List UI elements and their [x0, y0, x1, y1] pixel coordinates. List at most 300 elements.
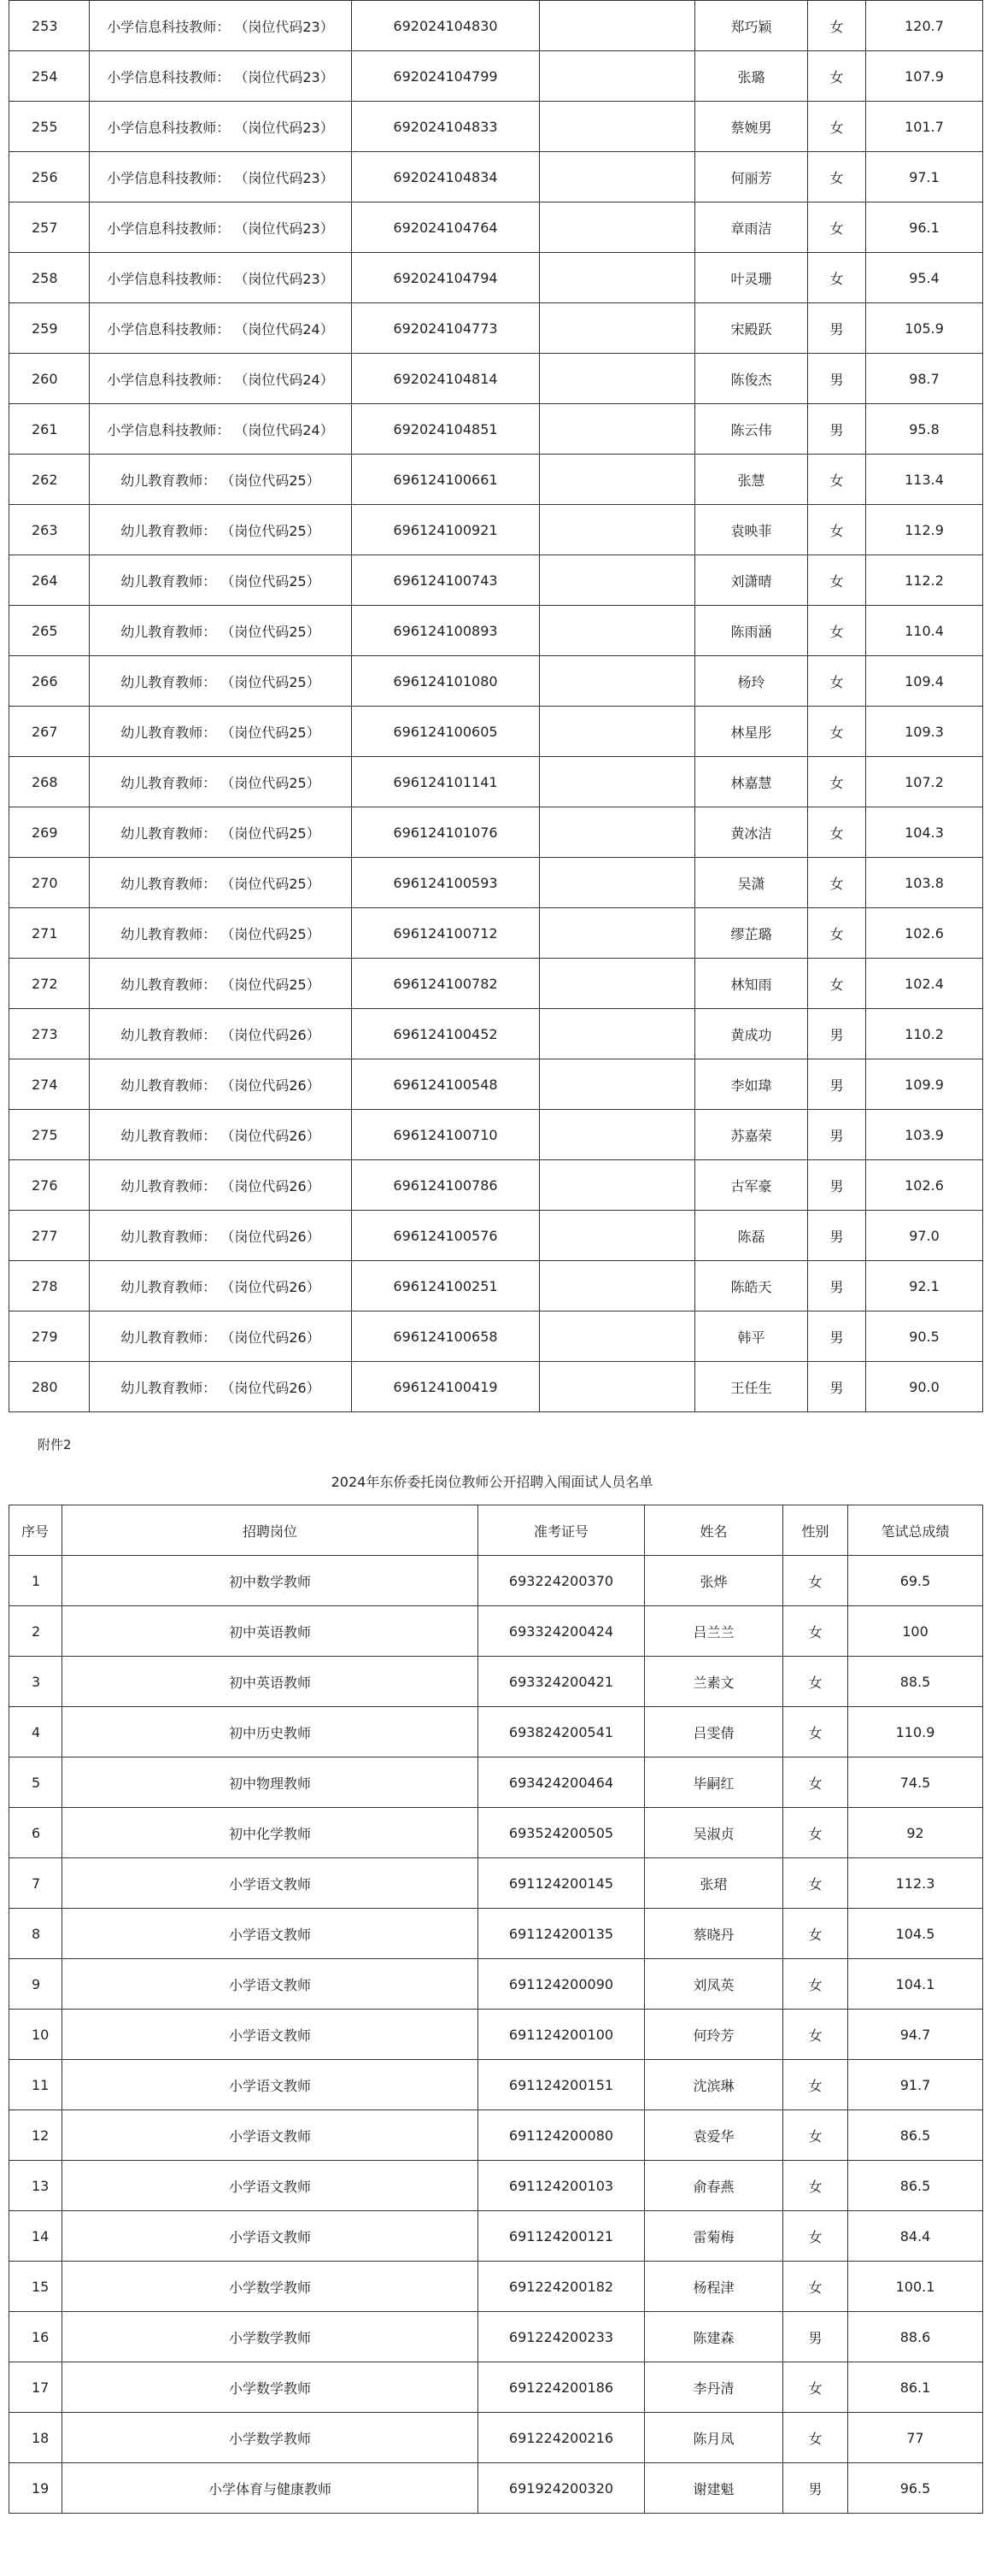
cell-score: 104.1	[848, 1959, 983, 2010]
col-header-gender: 性别	[783, 1505, 848, 1556]
cell-name: 吕兰兰	[645, 1606, 783, 1657]
cell-ticket: 696124100921	[352, 505, 540, 555]
cell-gender: 男	[783, 2312, 848, 2362]
cell-name: 张璐	[695, 51, 808, 102]
table-row	[9, 1707, 983, 1757]
cell-ticket: 691924200320	[478, 2463, 645, 2514]
table-row	[9, 404, 983, 455]
cell-post: 小学数学教师	[62, 2262, 478, 2312]
cell-name: 杨程津	[645, 2262, 783, 2312]
cell-post: 幼儿教育教师： （岗位代码26）	[90, 1261, 352, 1311]
cell-empty	[540, 152, 695, 202]
cell-name: 韩平	[695, 1311, 808, 1362]
cell-gender: 女	[808, 656, 866, 707]
cell-ticket: 691224200182	[478, 2262, 645, 2312]
cell-score: 86.1	[848, 2362, 983, 2413]
cell-score: 100.1	[848, 2262, 983, 2312]
cell-empty	[540, 807, 695, 858]
table-row	[9, 51, 983, 102]
cell-gender: 女	[808, 606, 866, 656]
cell-gender: 女	[808, 102, 866, 152]
cell-name: 袁映菲	[695, 505, 808, 555]
cell-name: 吕雯倩	[645, 1707, 783, 1757]
cell-score: 97.1	[866, 152, 983, 202]
cell-name: 毕嗣红	[645, 1757, 783, 1808]
cell-post: 小学信息科技教师： （岗位代码24）	[90, 354, 352, 404]
cell-name: 吴淑贞	[645, 1808, 783, 1858]
cell-gender: 女	[783, 2413, 848, 2463]
cell-gender: 女	[808, 1, 866, 51]
cell-name: 蔡婉男	[695, 102, 808, 152]
table-row	[9, 1110, 983, 1160]
table-row	[9, 1261, 983, 1311]
cell-empty	[540, 656, 695, 707]
cell-score: 120.7	[866, 1, 983, 51]
cell-ticket: 691224200233	[478, 2312, 645, 2362]
cell-post: 小学语文教师	[62, 2060, 478, 2110]
cell-ticket: 692024104794	[352, 253, 540, 303]
cell-empty	[540, 1261, 695, 1311]
cell-post: 小学语文教师	[62, 1959, 478, 2010]
cell-name: 陈雨涵	[695, 606, 808, 656]
cell-seq: 274	[9, 1059, 90, 1110]
table-row	[9, 1909, 983, 1959]
cell-post: 幼儿教育教师： （岗位代码25）	[90, 455, 352, 505]
table-row	[9, 102, 983, 152]
cell-score: 110.2	[866, 1009, 983, 1059]
cell-gender: 女	[808, 202, 866, 253]
cell-post: 小学语文教师	[62, 2110, 478, 2161]
cell-empty	[540, 202, 695, 253]
cell-empty	[540, 404, 695, 455]
cell-empty	[540, 858, 695, 908]
cell-gender: 女	[808, 858, 866, 908]
cell-gender: 男	[808, 1009, 866, 1059]
cell-ticket: 692024104830	[352, 1, 540, 51]
cell-gender: 女	[808, 555, 866, 606]
cell-seq: 253	[9, 1, 90, 51]
cell-ticket: 692024104799	[352, 51, 540, 102]
table-row	[9, 1808, 983, 1858]
cell-name: 陈皓天	[695, 1261, 808, 1311]
table-title: 2024年东侨委托岗位教师公开招聘入闱面试人员名单	[331, 1474, 653, 1490]
table-row	[9, 858, 983, 908]
cell-score: 113.4	[866, 455, 983, 505]
cell-ticket: 691124200090	[478, 1959, 645, 2010]
cell-ticket: 693324200424	[478, 1606, 645, 1657]
cell-gender: 女	[783, 1606, 848, 1657]
cell-post: 小学语文教师	[62, 1909, 478, 1959]
cell-score: 96.1	[866, 202, 983, 253]
cell-seq: 10	[9, 2010, 62, 2060]
cell-ticket: 693324200421	[478, 1657, 645, 1707]
cell-seq: 265	[9, 606, 90, 656]
cell-seq: 16	[9, 2312, 62, 2362]
cell-ticket: 692024104764	[352, 202, 540, 253]
cell-post: 初中英语教师	[62, 1606, 478, 1657]
cell-gender: 女	[783, 2161, 848, 2211]
cell-ticket: 691124200103	[478, 2161, 645, 2211]
table-row	[9, 1160, 983, 1211]
cell-seq: 275	[9, 1110, 90, 1160]
cell-gender: 女	[783, 2010, 848, 2060]
cell-ticket: 696124101076	[352, 807, 540, 858]
cell-empty	[540, 959, 695, 1009]
cell-seq: 11	[9, 2060, 62, 2110]
cell-ticket: 696124100893	[352, 606, 540, 656]
cell-gender: 男	[808, 1211, 866, 1261]
cell-name: 王任生	[695, 1362, 808, 1412]
table-row	[9, 1211, 983, 1261]
table-row	[9, 1959, 983, 2010]
cell-score: 88.6	[848, 2312, 983, 2362]
cell-gender: 男	[808, 1311, 866, 1362]
table-row	[9, 2161, 983, 2211]
cell-gender: 男	[783, 2463, 848, 2514]
cell-score: 100	[848, 1606, 983, 1657]
cell-empty	[540, 303, 695, 354]
cell-name: 陈磊	[695, 1211, 808, 1261]
cell-ticket: 696124100419	[352, 1362, 540, 1412]
cell-name: 蔡晓丹	[645, 1909, 783, 1959]
results-table-continued	[9, 0, 983, 1412]
cell-empty	[540, 102, 695, 152]
cell-gender: 女	[808, 51, 866, 102]
cell-seq: 3	[9, 1657, 62, 1707]
cell-gender: 女	[783, 2362, 848, 2413]
table-row	[9, 2312, 983, 2362]
cell-seq: 263	[9, 505, 90, 555]
cell-score: 103.8	[866, 858, 983, 908]
cell-seq: 15	[9, 2262, 62, 2312]
cell-ticket: 691124200121	[478, 2211, 645, 2262]
cell-name: 苏嘉荣	[695, 1110, 808, 1160]
table-row	[9, 1858, 983, 1909]
cell-seq: 280	[9, 1362, 90, 1412]
table-row	[9, 2362, 983, 2413]
cell-ticket: 696124100658	[352, 1311, 540, 1362]
cell-score: 98.7	[866, 354, 983, 404]
cell-score: 96.5	[848, 2463, 983, 2514]
cell-seq: 270	[9, 858, 90, 908]
cell-gender: 男	[808, 1110, 866, 1160]
cell-name: 何丽芳	[695, 152, 808, 202]
cell-seq: 1	[9, 1556, 62, 1606]
cell-score: 110.4	[866, 606, 983, 656]
table-row	[9, 1, 983, 51]
cell-name: 林知雨	[695, 959, 808, 1009]
attachment-label: 附件2	[38, 1437, 72, 1452]
cell-empty	[540, 1211, 695, 1261]
cell-score: 95.8	[866, 404, 983, 455]
col-header-post: 招聘岗位	[62, 1505, 478, 1556]
cell-score: 94.7	[848, 2010, 983, 2060]
table-row	[9, 1757, 983, 1808]
cell-gender: 女	[808, 908, 866, 959]
cell-name: 林嘉慧	[695, 757, 808, 807]
cell-score: 84.4	[848, 2211, 983, 2262]
cell-score: 69.5	[848, 1556, 983, 1606]
cell-ticket: 693524200505	[478, 1808, 645, 1858]
col-header-seq: 序号	[9, 1505, 62, 1556]
cell-post: 小学数学教师	[62, 2413, 478, 2463]
cell-seq: 257	[9, 202, 90, 253]
table-row	[9, 807, 983, 858]
cell-score: 104.5	[848, 1909, 983, 1959]
cell-name: 缪芷璐	[695, 908, 808, 959]
cell-post: 幼儿教育教师： （岗位代码25）	[90, 606, 352, 656]
cell-ticket: 696124100605	[352, 707, 540, 757]
cell-seq: 259	[9, 303, 90, 354]
cell-post: 小学信息科技教师： （岗位代码23）	[90, 1, 352, 51]
table-header-row	[9, 1505, 983, 1556]
cell-ticket: 691124200145	[478, 1858, 645, 1909]
cell-post: 初中英语教师	[62, 1657, 478, 1707]
cell-gender: 男	[808, 404, 866, 455]
cell-score: 86.5	[848, 2110, 983, 2161]
cell-name: 陈月凤	[645, 2413, 783, 2463]
cell-ticket: 692024104773	[352, 303, 540, 354]
table-row	[9, 606, 983, 656]
cell-seq: 267	[9, 707, 90, 757]
cell-score: 90.0	[866, 1362, 983, 1412]
cell-name: 叶灵珊	[695, 253, 808, 303]
cell-name: 雷菊梅	[645, 2211, 783, 2262]
cell-post: 幼儿教育教师： （岗位代码25）	[90, 656, 352, 707]
cell-score: 112.2	[866, 555, 983, 606]
cell-gender: 男	[808, 1261, 866, 1311]
cell-post: 幼儿教育教师： （岗位代码25）	[90, 555, 352, 606]
cell-ticket: 696124100712	[352, 908, 540, 959]
cell-name: 张慧	[695, 455, 808, 505]
cell-seq: 18	[9, 2413, 62, 2463]
cell-post: 初中历史教师	[62, 1707, 478, 1757]
cell-ticket: 693424200464	[478, 1757, 645, 1808]
table-row	[9, 152, 983, 202]
cell-ticket: 693224200370	[478, 1556, 645, 1606]
cell-score: 86.5	[848, 2161, 983, 2211]
cell-post: 小学语文教师	[62, 2161, 478, 2211]
cell-seq: 276	[9, 1160, 90, 1211]
cell-empty	[540, 1311, 695, 1362]
cell-gender: 女	[783, 1757, 848, 1808]
cell-ticket: 691124200151	[478, 2060, 645, 2110]
cell-seq: 6	[9, 1808, 62, 1858]
cell-score: 107.9	[866, 51, 983, 102]
table-row	[9, 1059, 983, 1110]
cell-name: 刘凤英	[645, 1959, 783, 2010]
cell-gender: 男	[808, 354, 866, 404]
cell-ticket: 696124100593	[352, 858, 540, 908]
cell-empty	[540, 51, 695, 102]
cell-seq: 262	[9, 455, 90, 505]
cell-seq: 256	[9, 152, 90, 202]
cell-gender: 女	[783, 1657, 848, 1707]
cell-post: 幼儿教育教师： （岗位代码25）	[90, 707, 352, 757]
interview-candidates-table	[9, 1505, 983, 2514]
cell-gender: 女	[808, 807, 866, 858]
cell-seq: 266	[9, 656, 90, 707]
cell-score: 77	[848, 2413, 983, 2463]
cell-post: 幼儿教育教师： （岗位代码26）	[90, 1311, 352, 1362]
cell-ticket: 696124101141	[352, 757, 540, 807]
cell-score: 92	[848, 1808, 983, 1858]
cell-gender: 女	[808, 959, 866, 1009]
table-row	[9, 1657, 983, 1707]
cell-post: 小学数学教师	[62, 2312, 478, 2362]
cell-post: 小学信息科技教师： （岗位代码23）	[90, 102, 352, 152]
cell-seq: 17	[9, 2362, 62, 2413]
cell-name: 章雨洁	[695, 202, 808, 253]
cell-score: 101.7	[866, 102, 983, 152]
cell-post: 幼儿教育教师： （岗位代码25）	[90, 757, 352, 807]
cell-post: 小学信息科技教师： （岗位代码23）	[90, 51, 352, 102]
cell-name: 袁爱华	[645, 2110, 783, 2161]
cell-gender: 女	[783, 2060, 848, 2110]
table-row	[9, 2413, 983, 2463]
cell-post: 小学数学教师	[62, 2362, 478, 2413]
cell-gender: 女	[808, 455, 866, 505]
cell-score: 112.3	[848, 1858, 983, 1909]
cell-post: 初中物理教师	[62, 1757, 478, 1808]
table-row	[9, 202, 983, 253]
cell-name: 郑巧颖	[695, 1, 808, 51]
cell-seq: 269	[9, 807, 90, 858]
cell-seq: 258	[9, 253, 90, 303]
cell-post: 幼儿教育教师： （岗位代码26）	[90, 1362, 352, 1412]
cell-score: 105.9	[866, 303, 983, 354]
cell-empty	[540, 1362, 695, 1412]
cell-ticket: 696124100743	[352, 555, 540, 606]
cell-ticket: 696124100548	[352, 1059, 540, 1110]
cell-post: 初中数学教师	[62, 1556, 478, 1606]
cell-empty	[540, 505, 695, 555]
cell-ticket: 696124100452	[352, 1009, 540, 1059]
cell-ticket: 691124200135	[478, 1909, 645, 1959]
cell-gender: 女	[783, 1808, 848, 1858]
cell-score: 102.4	[866, 959, 983, 1009]
cell-seq: 271	[9, 908, 90, 959]
cell-name: 杨玲	[695, 656, 808, 707]
cell-name: 黄成功	[695, 1009, 808, 1059]
cell-score: 74.5	[848, 1757, 983, 1808]
cell-ticket: 692024104834	[352, 152, 540, 202]
cell-score: 102.6	[866, 908, 983, 959]
cell-gender: 女	[783, 2110, 848, 2161]
cell-post: 小学语文教师	[62, 2010, 478, 2060]
cell-post: 幼儿教育教师： （岗位代码26）	[90, 1110, 352, 1160]
cell-empty	[540, 606, 695, 656]
table-row	[9, 908, 983, 959]
cell-ticket: 696124100576	[352, 1211, 540, 1261]
cell-score: 92.1	[866, 1261, 983, 1311]
cell-score: 109.3	[866, 707, 983, 757]
cell-seq: 255	[9, 102, 90, 152]
cell-post: 小学信息科技教师： （岗位代码23）	[90, 152, 352, 202]
cell-seq: 19	[9, 2463, 62, 2514]
cell-score: 109.9	[866, 1059, 983, 1110]
cell-score: 109.4	[866, 656, 983, 707]
cell-post: 幼儿教育教师： （岗位代码25）	[90, 807, 352, 858]
cell-post: 幼儿教育教师： （岗位代码26）	[90, 1059, 352, 1110]
cell-gender: 女	[808, 505, 866, 555]
table-row	[9, 2060, 983, 2110]
table-row	[9, 2262, 983, 2312]
cell-seq: 5	[9, 1757, 62, 1808]
cell-ticket: 691124200080	[478, 2110, 645, 2161]
cell-post: 小学信息科技教师： （岗位代码24）	[90, 404, 352, 455]
cell-seq: 2	[9, 1606, 62, 1657]
cell-ticket: 696124100786	[352, 1160, 540, 1211]
cell-ticket: 693824200541	[478, 1707, 645, 1757]
cell-seq: 12	[9, 2110, 62, 2161]
cell-post: 幼儿教育教师： （岗位代码26）	[90, 1211, 352, 1261]
cell-post: 小学信息科技教师： （岗位代码23）	[90, 253, 352, 303]
cell-gender: 女	[808, 707, 866, 757]
cell-ticket: 691224200216	[478, 2413, 645, 2463]
cell-empty	[540, 1, 695, 51]
cell-post: 幼儿教育教师： （岗位代码25）	[90, 858, 352, 908]
cell-gender: 女	[808, 253, 866, 303]
cell-seq: 14	[9, 2211, 62, 2262]
cell-name: 林星彤	[695, 707, 808, 757]
table-row	[9, 505, 983, 555]
cell-ticket: 692024104851	[352, 404, 540, 455]
cell-seq: 7	[9, 1858, 62, 1909]
cell-name: 俞春燕	[645, 2161, 783, 2211]
cell-gender: 女	[783, 1959, 848, 2010]
cell-seq: 13	[9, 2161, 62, 2211]
cell-score: 95.4	[866, 253, 983, 303]
table-row	[9, 1009, 983, 1059]
cell-name: 宋殿跃	[695, 303, 808, 354]
cell-post: 初中化学教师	[62, 1808, 478, 1858]
cell-post: 幼儿教育教师： （岗位代码25）	[90, 908, 352, 959]
cell-name: 谢建魁	[645, 2463, 783, 2514]
table-row	[9, 959, 983, 1009]
cell-ticket: 691124200100	[478, 2010, 645, 2060]
cell-post: 幼儿教育教师： （岗位代码26）	[90, 1160, 352, 1211]
table-row	[9, 1362, 983, 1412]
cell-post: 小学体育与健康教师	[62, 2463, 478, 2514]
cell-score: 91.7	[848, 2060, 983, 2110]
cell-score: 112.9	[866, 505, 983, 555]
cell-seq: 261	[9, 404, 90, 455]
table-row	[9, 354, 983, 404]
cell-score: 104.3	[866, 807, 983, 858]
cell-name: 张烨	[645, 1556, 783, 1606]
cell-empty	[540, 253, 695, 303]
cell-gender: 男	[808, 1059, 866, 1110]
cell-score: 103.9	[866, 1110, 983, 1160]
cell-post: 小学语文教师	[62, 2211, 478, 2262]
cell-ticket: 696124100251	[352, 1261, 540, 1311]
col-header-name: 姓名	[645, 1505, 783, 1556]
cell-name: 李如瑋	[695, 1059, 808, 1110]
cell-name: 兰素文	[645, 1657, 783, 1707]
cell-score: 107.2	[866, 757, 983, 807]
cell-seq: 260	[9, 354, 90, 404]
cell-ticket: 692024104833	[352, 102, 540, 152]
cell-empty	[540, 908, 695, 959]
table-row	[9, 1606, 983, 1657]
table-row	[9, 1556, 983, 1606]
cell-seq: 278	[9, 1261, 90, 1311]
cell-name: 沈滨琳	[645, 2060, 783, 2110]
cell-name: 古军豪	[695, 1160, 808, 1211]
cell-empty	[540, 1110, 695, 1160]
cell-empty	[540, 707, 695, 757]
